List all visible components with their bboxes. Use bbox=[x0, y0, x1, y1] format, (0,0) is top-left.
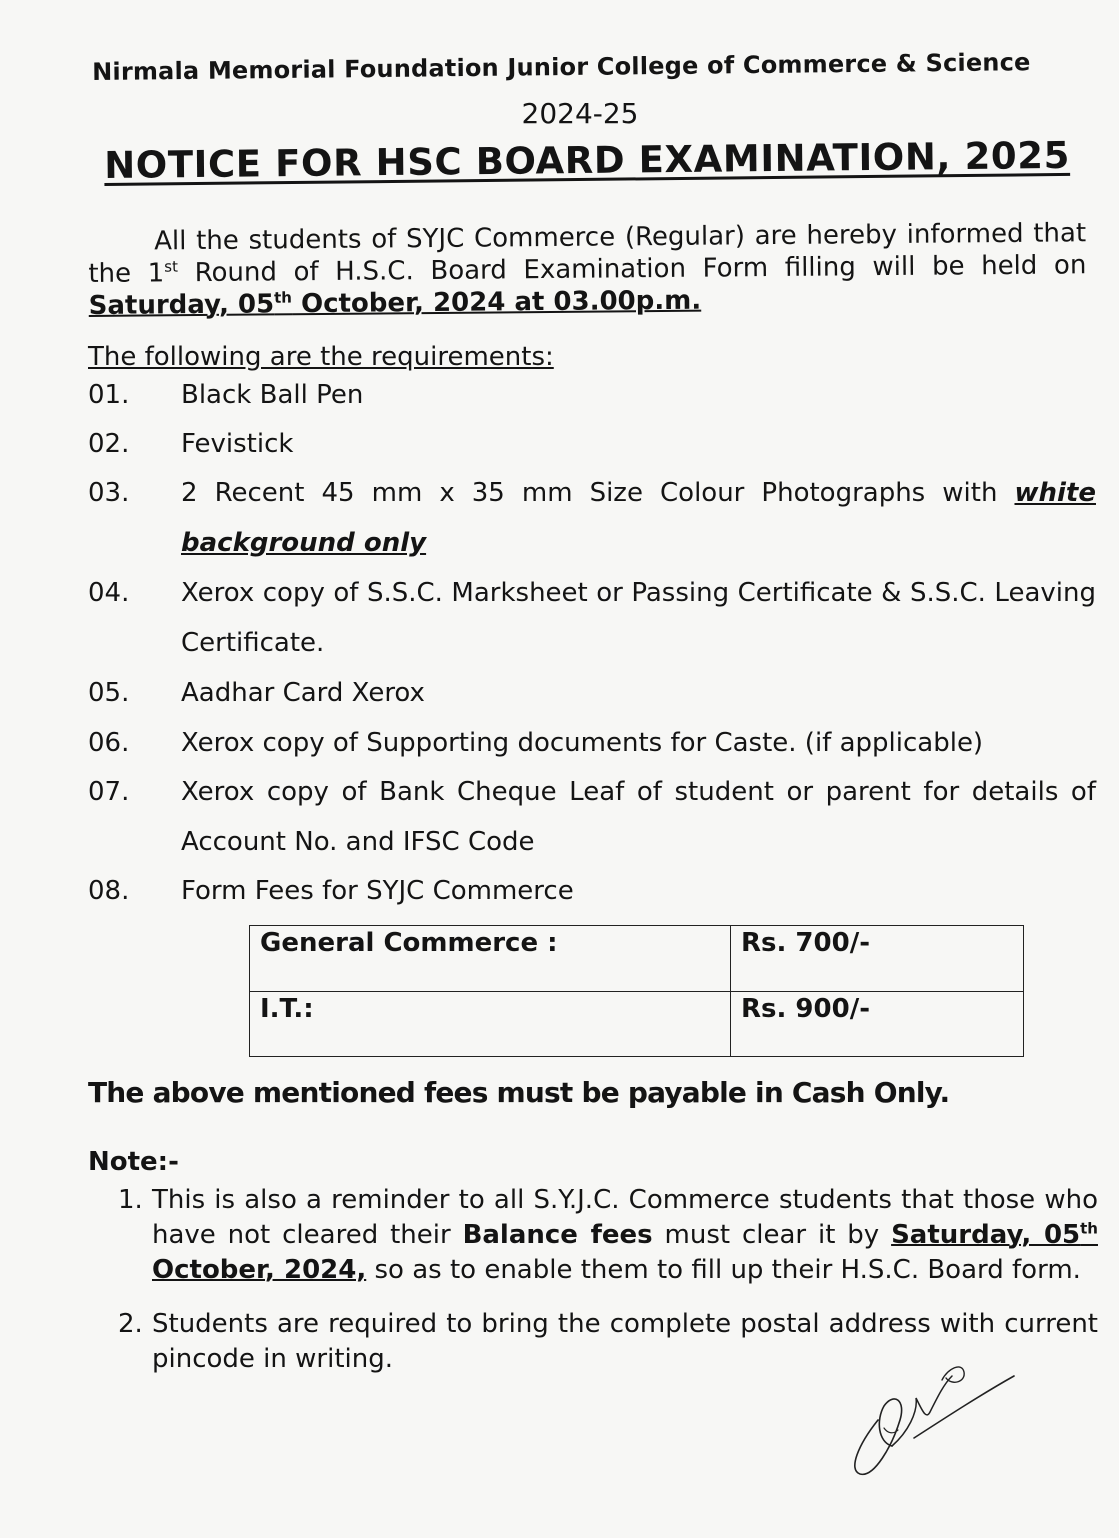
requirement-number: 04. bbox=[88, 578, 130, 608]
cash-only-note: The above mentioned fees must be payable in Cash Only. bbox=[88, 1076, 950, 1109]
note-heading: Note:- bbox=[88, 1147, 179, 1177]
note-text bbox=[152, 1183, 1098, 1288]
exam-date bbox=[89, 286, 702, 321]
intro-sup: st bbox=[164, 257, 178, 276]
requirement-text: 2 Recent 45 mm x 35 mm Size Colour Photographs with bbox=[181, 478, 1015, 508]
note-text: Students are required to bring the complete postal address with current pincode in writing. bbox=[152, 1309, 1098, 1374]
requirement-text: Form Fees for SYJC Commerce bbox=[181, 876, 574, 906]
fee-category: I.T.: bbox=[250, 991, 731, 1057]
academic-year: 2024-25 bbox=[521, 97, 639, 130]
intro-text-1: All the students of SYJC Commerce (Regular) are hereby informed that the 1 bbox=[88, 218, 1087, 289]
fee-amount: Rs. 700/- bbox=[731, 926, 1024, 992]
deadline-date-part-2: October, 2024, bbox=[152, 1255, 367, 1285]
requirement-text: Xerox copy of S.S.C. Marksheet or Passing Certificate & S.S.C. Leaving Certificate. bbox=[181, 578, 1096, 658]
requirement-text-wrap bbox=[181, 468, 1096, 568]
note-text-part: so as to enable them to fill up their H.S.C. Board form. bbox=[366, 1255, 1081, 1285]
requirements-heading: The following are the requirements: bbox=[88, 342, 554, 372]
requirement-text: Xerox copy of Bank Cheque Leaf of student or parent for details of Account No. and IFSC Code bbox=[181, 777, 1096, 857]
requirement-number: 05. bbox=[88, 678, 130, 708]
requirement-number: 08. bbox=[88, 876, 130, 906]
requirement-text: Black Ball Pen bbox=[181, 380, 364, 410]
requirement-text: Xerox copy of Supporting documents for Caste. (if applicable) bbox=[181, 728, 984, 758]
note-number: 1. bbox=[118, 1185, 143, 1215]
note-text-part: must clear it by bbox=[652, 1220, 892, 1250]
college-name: Nirmala Memorial Foundation Junior College of Commerce & Science bbox=[92, 48, 1031, 86]
requirement-emphasis: white background only bbox=[181, 478, 1096, 558]
note-text-part: This is also a reminder to all S.Y.J.C. Commerce students that those who have not cleared their bbox=[152, 1185, 1098, 1250]
table-row bbox=[250, 991, 1024, 1057]
table-row bbox=[250, 926, 1024, 992]
exam-date-part-1: Saturday, 05 bbox=[88, 289, 275, 321]
note-number: 2. bbox=[118, 1309, 143, 1339]
intro-text-2: Round of H.S.C. Board Examination Form filling will be held on bbox=[177, 250, 1087, 289]
fee-table bbox=[249, 925, 1024, 1057]
requirement-number: 06. bbox=[88, 728, 130, 758]
intro-paragraph bbox=[88, 217, 1087, 322]
notice-title: NOTICE FOR HSC BOARD EXAMINATION, 2025 bbox=[104, 133, 1071, 187]
requirement-text: Aadhar Card Xerox bbox=[181, 678, 425, 708]
requirement-number: 07. bbox=[88, 777, 130, 807]
deadline-date-part-1: Saturday, 05 bbox=[891, 1220, 1081, 1250]
balance-fees-text: Balance fees bbox=[462, 1220, 653, 1250]
signature-image bbox=[848, 1350, 1018, 1480]
fee-amount: Rs. 900/- bbox=[731, 991, 1024, 1057]
requirement-number: 03. bbox=[88, 478, 130, 508]
fee-category: General Commerce : bbox=[250, 926, 731, 992]
requirement-number: 02. bbox=[88, 429, 130, 459]
exam-date-sup: th bbox=[273, 288, 293, 307]
exam-date-part-2: October, 2024 at 03.00p.m. bbox=[291, 285, 702, 320]
deadline-date-sup: th bbox=[1080, 1219, 1098, 1238]
requirement-text: Fevistick bbox=[181, 429, 294, 459]
requirement-number: 01. bbox=[88, 380, 130, 410]
